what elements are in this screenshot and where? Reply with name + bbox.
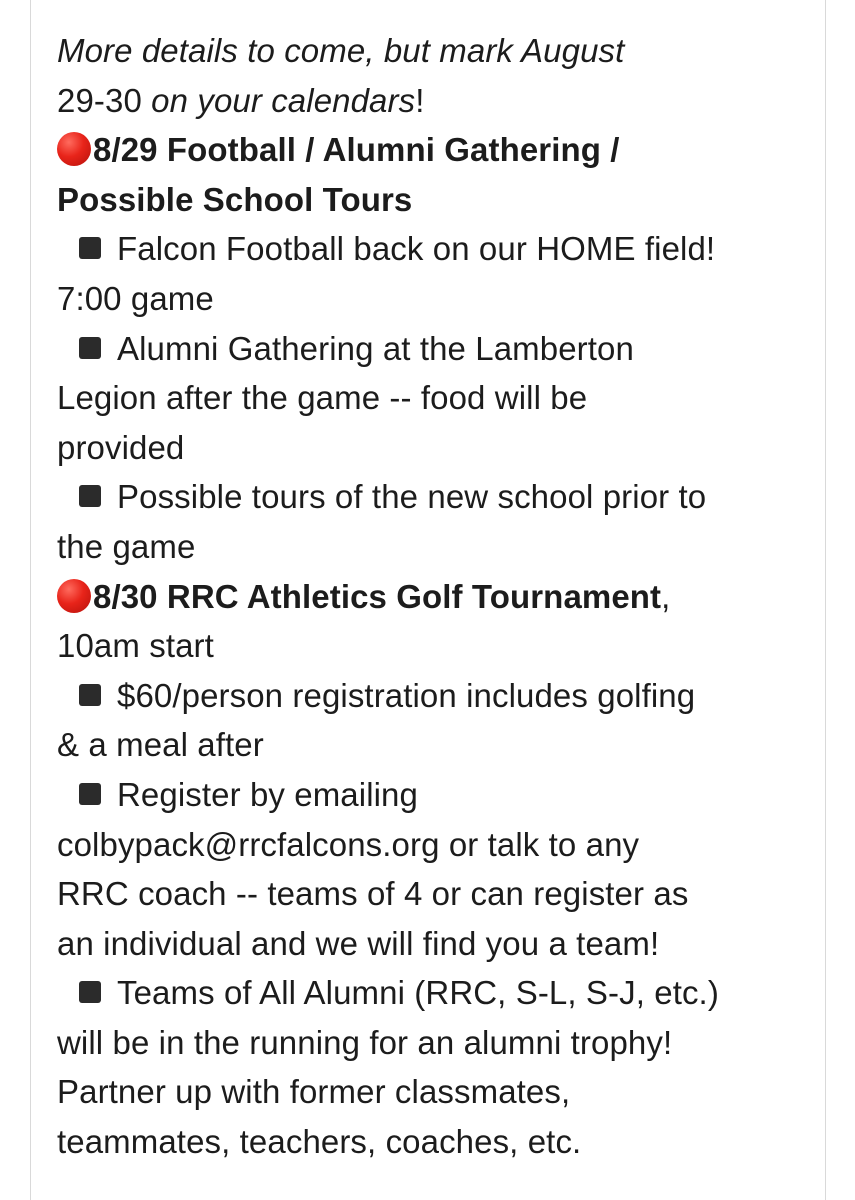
event2-bullet-2-cont2 bbox=[57, 869, 817, 919]
event1-bullet-3 bbox=[57, 472, 817, 522]
black-square-icon bbox=[79, 485, 101, 507]
left-border bbox=[30, 0, 31, 1200]
event1-heading-text: 8/29 Football / Alumni Gathering / bbox=[93, 131, 620, 169]
black-square-icon bbox=[79, 981, 101, 1003]
bullet-text: RRC coach -- teams of 4 or can register as bbox=[57, 875, 689, 913]
bullet-text: Teams of All Alumni (RRC, S-L, S-J, etc.) bbox=[117, 974, 719, 1012]
bullet-text: $60/person registration includes golfing bbox=[117, 676, 696, 714]
black-square-icon bbox=[79, 337, 101, 359]
event1-bullet-1-cont bbox=[57, 274, 817, 324]
intro-dates: 29-30 bbox=[57, 81, 152, 119]
bullet-text: Partner up with former classmates, bbox=[57, 1073, 571, 1111]
event2-bullet-2-cont3 bbox=[57, 919, 817, 969]
red-circle-icon bbox=[57, 132, 91, 166]
bullet-text: Legion after the game -- food will be bbox=[57, 379, 588, 417]
event1-heading-text-2: Possible School Tours bbox=[57, 180, 413, 218]
email-text: colbypack@rrcfalcons.org or talk to any bbox=[57, 825, 640, 863]
event2-bullet-2 bbox=[57, 770, 817, 820]
event1-heading-cont bbox=[57, 175, 817, 225]
black-square-icon bbox=[79, 684, 101, 706]
event2-bullet-1 bbox=[57, 671, 817, 721]
bullet-text: will be in the running for an alumni trophy! bbox=[57, 1023, 673, 1061]
post-body bbox=[57, 26, 817, 1167]
intro-text: More details to come, but mark August bbox=[57, 32, 625, 69]
event2-bullet-3-cont2 bbox=[57, 1067, 817, 1117]
bullet-text: Register by emailing bbox=[117, 775, 418, 813]
event1-bullet-1 bbox=[57, 224, 817, 274]
event2-heading-text: 8/30 RRC Athletics Golf Tournament bbox=[93, 577, 662, 615]
intro-exclamation: ! bbox=[415, 81, 425, 119]
event2-bullet-1-cont bbox=[57, 720, 817, 770]
event2-bullet-3 bbox=[57, 968, 817, 1018]
bullet-text: Possible tours of the new school prior to bbox=[117, 478, 707, 516]
bullet-text: Alumni Gathering at the Lamberton bbox=[117, 329, 634, 367]
bullet-text: Falcon Football back on our HOME field! bbox=[117, 230, 716, 268]
event2-bullet-3-cont bbox=[57, 1018, 817, 1068]
right-border bbox=[825, 0, 826, 1200]
event2-heading bbox=[57, 572, 817, 622]
event2-heading-comma: , bbox=[661, 577, 671, 615]
event1-bullet-2-cont bbox=[57, 373, 817, 423]
bullet-text: provided bbox=[57, 428, 185, 466]
intro-calendar-text: on your calendars bbox=[151, 81, 416, 119]
event1-bullet-2-cont2 bbox=[57, 423, 817, 473]
bullet-text: the game bbox=[57, 527, 196, 565]
event2-bullet-2-cont bbox=[57, 820, 817, 870]
event2-start-time: 10am start bbox=[57, 627, 214, 665]
red-circle-icon bbox=[57, 579, 91, 613]
event2-bullet-3-cont3 bbox=[57, 1117, 817, 1167]
event1-bullet-3-cont bbox=[57, 522, 817, 572]
bullet-text: 7:00 game bbox=[57, 279, 214, 317]
intro-line-2 bbox=[57, 76, 817, 126]
event1-heading bbox=[57, 125, 817, 175]
bullet-text: & a meal after bbox=[57, 726, 264, 764]
bullet-text: an individual and we will find you a team! bbox=[57, 924, 660, 962]
event1-bullet-2 bbox=[57, 324, 817, 374]
black-square-icon bbox=[79, 237, 101, 259]
event2-heading-cont bbox=[57, 621, 817, 671]
black-square-icon bbox=[79, 783, 101, 805]
bullet-text: teammates, teachers, coaches, etc. bbox=[57, 1123, 582, 1161]
intro-line-1 bbox=[57, 26, 817, 76]
